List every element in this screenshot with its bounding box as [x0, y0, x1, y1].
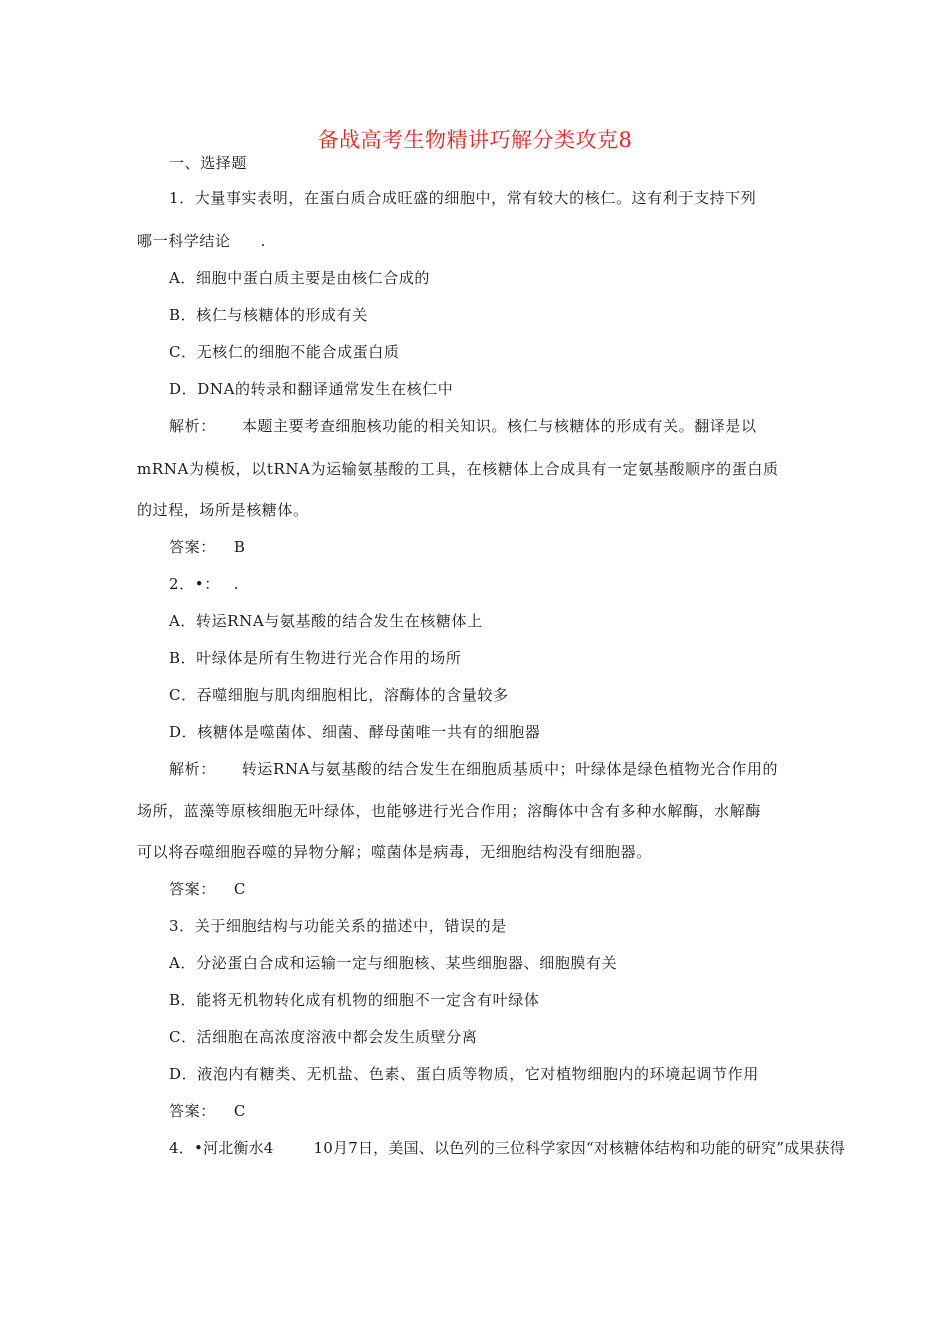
- question-2-analysis-line-1: [169, 759, 778, 779]
- question-1-stem-line-1: 1．大量事实表明，在蛋白质合成旺盛的细胞中，常有较大的核仁。这有利于支持下列: [169, 189, 757, 207]
- question-2-analysis-line-3: 可以将吞噬细胞吞噬的异物分解；噬菌体是病毒，无细胞结构没有细胞器。: [137, 843, 652, 861]
- question-1-analysis-line-1: [169, 416, 757, 436]
- answer-label: 答案：: [169, 1102, 216, 1120]
- question-1-stem-text: 哪一科学结论: [137, 232, 231, 250]
- question-2-stem-text: 2．•：: [169, 575, 220, 593]
- question-3-option-b: B．能将无机物转化成有机物的细胞不一定含有叶绿体: [169, 991, 540, 1009]
- question-2-option-d: D．核糖体是噬菌体、细菌、酵母菌唯一共有的细胞器: [169, 723, 541, 741]
- question-2-option-a: A．转运RNA与氨基酸的结合发生在核糖体上: [169, 612, 483, 630]
- question-2-option-b: B．叶绿体是所有生物进行光合作用的场所: [169, 649, 462, 667]
- question-1-answer: [169, 537, 245, 557]
- document-title: 备战高考生物精讲巧解分类攻克8: [317, 128, 633, 152]
- question-1-option-d: D．DNA的转录和翻译通常发生在核仁中: [169, 380, 454, 398]
- question-2-analysis-line-2: 场所，蓝藻等原核细胞无叶绿体，也能够进行光合作用；溶酶体中含有多种水解酶，水解酶: [137, 802, 762, 820]
- analysis-label: 解析：: [169, 417, 216, 435]
- question-1-option-a: A．细胞中蛋白质主要是由核仁合成的: [169, 269, 431, 287]
- question-3-answer: [169, 1101, 246, 1121]
- answer-value: C: [233, 880, 246, 898]
- analysis-text: 转运RNA与氨基酸的结合发生在细胞质基质中；叶绿体是绿色植物光合作用的: [241, 760, 779, 778]
- question-2-answer: [169, 879, 246, 899]
- question-1-stem-line-2: [137, 231, 266, 251]
- question-2-option-c: C．吞噬细胞与肌肉细胞相比，溶酶体的含量较多: [169, 686, 509, 704]
- question-1-analysis-line-3: 的过程，场所是核糖体。: [137, 501, 309, 519]
- question-4-stem-prefix: 4．•河北衡水4: [169, 1139, 274, 1157]
- question-2-stem: [169, 574, 239, 594]
- question-4-stem-text: 10月7日，美国、以色列的三位科学家因“对核糖体结构和功能的研究”成果获得: [313, 1139, 845, 1157]
- question-1-option-c: C．无核仁的细胞不能合成蛋白质: [169, 343, 400, 361]
- question-3-stem: 3．关于细胞结构与功能关系的描述中，错误的是: [169, 917, 507, 935]
- analysis-label: 解析：: [169, 760, 216, 778]
- answer-label: 答案：: [169, 880, 216, 898]
- question-3-option-a: A．分泌蛋白合成和运输一定与细胞核、某些细胞器、细胞膜有关: [169, 954, 618, 972]
- question-1-stem-tail: .: [260, 232, 266, 250]
- analysis-text: 本题主要考查细胞核功能的相关知识。核仁与核糖体的形成有关。翻译是以: [241, 417, 757, 435]
- question-1-option-b: B．核仁与核糖体的形成有关: [169, 306, 368, 324]
- section-heading: 一、选择题: [169, 154, 248, 172]
- answer-value: C: [233, 1102, 246, 1120]
- question-1-analysis-line-2: mRNA为模板，以tRNA为运输氨基酸的工具，在核糖体上合成具有一定氨基酸顺序的蛋白质: [137, 460, 779, 478]
- question-2-stem-tail: .: [233, 575, 240, 593]
- question-4-stem: [169, 1138, 845, 1158]
- question-3-option-d: D．液泡内有糖类、无机盐、色素、蛋白质等物质，它对植物细胞内的环境起调节作用: [169, 1065, 759, 1083]
- question-3-option-c: C．活细胞在高浓度溶液中都会发生质壁分离: [169, 1028, 478, 1046]
- answer-value: B: [233, 538, 246, 556]
- answer-label: 答案：: [169, 538, 216, 556]
